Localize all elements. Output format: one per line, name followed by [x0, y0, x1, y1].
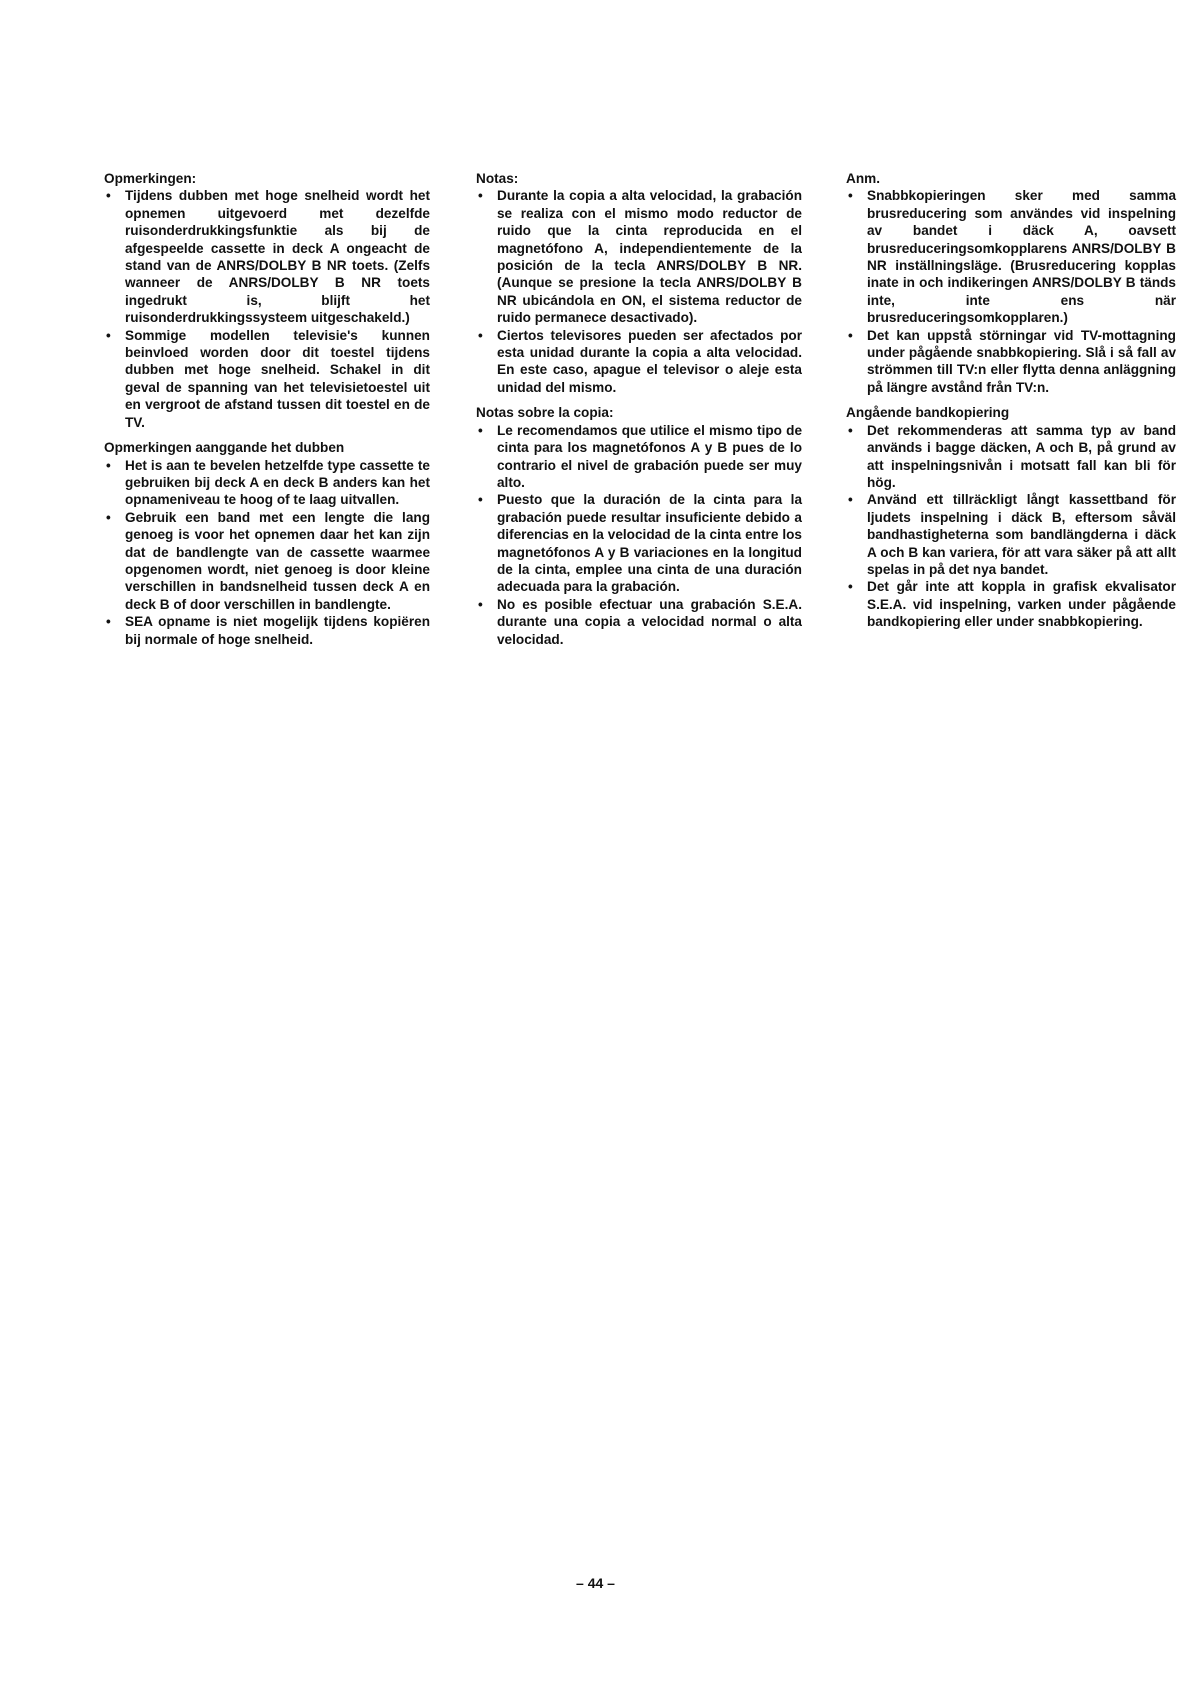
list-item	[476, 491, 802, 595]
list-item	[846, 491, 1176, 578]
bullet-icon: •	[848, 327, 853, 343]
list-item-text: Använd ett tillräckligt långt kassettband för ljudets inspelning i däck B, eftersom såväl bandhastigheterna som bandlängderna i däck A och B kan variera, för att vara säker på att allt spelas in på det nya bandet.	[867, 492, 1176, 577]
swedish-notes-list	[846, 187, 1176, 396]
list-item-text: No es posible efectuar una grabación S.E.A. durante una copia a velocidad normal o alta velocidad.	[497, 596, 802, 647]
swedish-dubbing-section	[846, 404, 1176, 630]
bullet-icon: •	[478, 492, 483, 508]
list-item	[104, 509, 430, 613]
swedish-notes-section	[846, 170, 1176, 396]
list-item-text: Snabbkopieringen sker med samma brusreducering som användes vid inspelning av bandet i däck A, oavsett brusreduceringsomkopplarens ANRS/DOLBY B NR inställningsläge. (Brusreducering kopplas inate in och indikeringen ANRS/DOLBY B tänds inte, inte ens när brusreduceringsomkopplaren.)	[867, 188, 1176, 326]
swedish-dubbing-list	[846, 422, 1176, 631]
list-item	[476, 327, 802, 397]
list-item	[104, 613, 430, 648]
list-item-text: Puesto que la duración de la cinta para la grabación puede resultar insuficiente debido a diferencias en la velocidad de la cinta entre los magnetófonos A y B variaciones en la longitud de la cinta, emplee una cinta de una duración adecuada para la grabación.	[497, 492, 802, 595]
dutch-dubbing-heading: Opmerkingen aanggande het dubben	[104, 440, 345, 456]
list-item	[846, 187, 1176, 326]
list-item	[476, 422, 802, 492]
list-item-text: Det går inte att koppla in grafisk ekvalisator S.E.A. vid inspelning, varken under pågående bandkopiering eller under snabbkopiering.	[867, 579, 1176, 630]
page-number: – 44 –	[576, 1575, 615, 1591]
bullet-icon: •	[478, 596, 483, 612]
list-item-text: Det kan uppstå störningar vid TV-mottagning under pågående snabbkopiering. Slå i så fall av strömmen till TV:n eller flytta denna anläggning på längre avstånd från TV:n.	[867, 327, 1176, 395]
dutch-notes-heading: Opmerkingen:	[104, 171, 197, 186]
spanish-notes-section	[476, 170, 802, 396]
bullet-icon: •	[848, 492, 853, 508]
bullet-icon: •	[106, 188, 111, 204]
bullet-icon: •	[848, 579, 853, 595]
swedish-dubbing-heading: Angående bandkopiering	[846, 405, 1010, 421]
bullet-icon: •	[478, 422, 483, 438]
dutch-notes-list	[104, 187, 430, 431]
list-item	[476, 596, 802, 648]
column-swedish	[846, 170, 1176, 631]
bullet-icon: •	[106, 327, 111, 343]
bullet-icon: •	[106, 614, 111, 630]
bullet-icon: •	[848, 188, 853, 204]
list-item	[476, 187, 802, 326]
dutch-dubbing-list	[104, 457, 430, 648]
dutch-notes-section	[104, 170, 430, 431]
list-item	[104, 457, 430, 509]
bullet-icon: •	[106, 457, 111, 473]
list-item-text: Het is aan te bevelen hetzelfde type cassette te gebruiken bij deck A en deck B anders kan het opnameniveau te hoog of te laag uitvallen.	[125, 457, 430, 508]
bullet-icon: •	[106, 509, 111, 525]
column-dutch	[104, 170, 430, 648]
swedish-notes-heading: Anm.	[846, 171, 880, 186]
list-item-text: SEA opname is niet mogelijk tijdens kopiëren bij normale of hoge snelheid.	[125, 614, 430, 647]
spanish-dubbing-heading: Notas sobre la copia:	[476, 405, 614, 421]
list-item	[104, 327, 430, 431]
list-item	[104, 187, 430, 326]
list-item-text: Gebruik een band met een lengte die lang genoeg is voor het opnemen daar het kan zijn dat de bandlengte van de cassette waarmee opgenomen wordt, niet genoeg is door kleine verschillen in bandsnelheid tussen deck A en deck B of door verschillen in bandlengte.	[125, 509, 430, 612]
list-item-text: Det rekommenderas att samma typ av band används i bagge däcken, A och B, på grund av att inspelningsnivån i motsatt fall kan bli för hög.	[867, 422, 1176, 490]
list-item-text: Tijdens dubben met hoge snelheid wordt het opnemen uitgevoerd met dezelfde ruisonderdrukkingsfunktie als bij de afgespeelde cassette in deck A ongeacht de stand van de ANRS/DOLBY B NR toets. (Zelfs wanneer de ANRS/DOLBY B NR toets ingedrukt is, blijft het ruisonderdrukkingssysteem uitgeschakeld.)	[125, 188, 430, 326]
list-item-text: Durante la copia a alta velocidad, la grabación se realiza con el mismo modo reductor de ruido que la cinta reproducida en el magnetófono A, independientemente de la posición de la tecla ANRS/DOLBY B NR. (Aunque se presione la tecla ANRS/DOLBY B NR ubicándola en ON, el sistema reductor de ruido permanece desactivado).	[497, 188, 802, 326]
bullet-icon: •	[478, 188, 483, 204]
column-spanish	[476, 170, 802, 648]
spanish-dubbing-list	[476, 422, 802, 648]
list-item	[846, 327, 1176, 397]
list-item-text: Le recomendamos que utilice el mismo tipo de cinta para los magnetófonos A y B pues de lo contrario el nivel de grabación puede ser muy alto.	[497, 422, 802, 490]
bullet-icon: •	[848, 422, 853, 438]
dutch-dubbing-section	[104, 439, 430, 648]
bullet-icon: •	[478, 327, 483, 343]
list-item	[846, 578, 1176, 630]
spanish-notes-list	[476, 187, 802, 396]
spanish-dubbing-section	[476, 404, 802, 648]
list-item-text: Ciertos televisores pueden ser afectados por esta unidad durante la copia a alta velocidad. En este caso, apague el televisor o aleje esta unidad del mismo.	[497, 327, 802, 395]
list-item	[846, 422, 1176, 492]
spanish-notes-heading: Notas:	[476, 171, 519, 186]
list-item-text: Sommige modellen televisie's kunnen beinvloed worden door dit toestel tijdens dubben met hoge snelheid. Schakel in dit geval de spanning van het televisietoestel uit en vergroot de afstand tussen dit toestel en de TV.	[125, 327, 430, 430]
